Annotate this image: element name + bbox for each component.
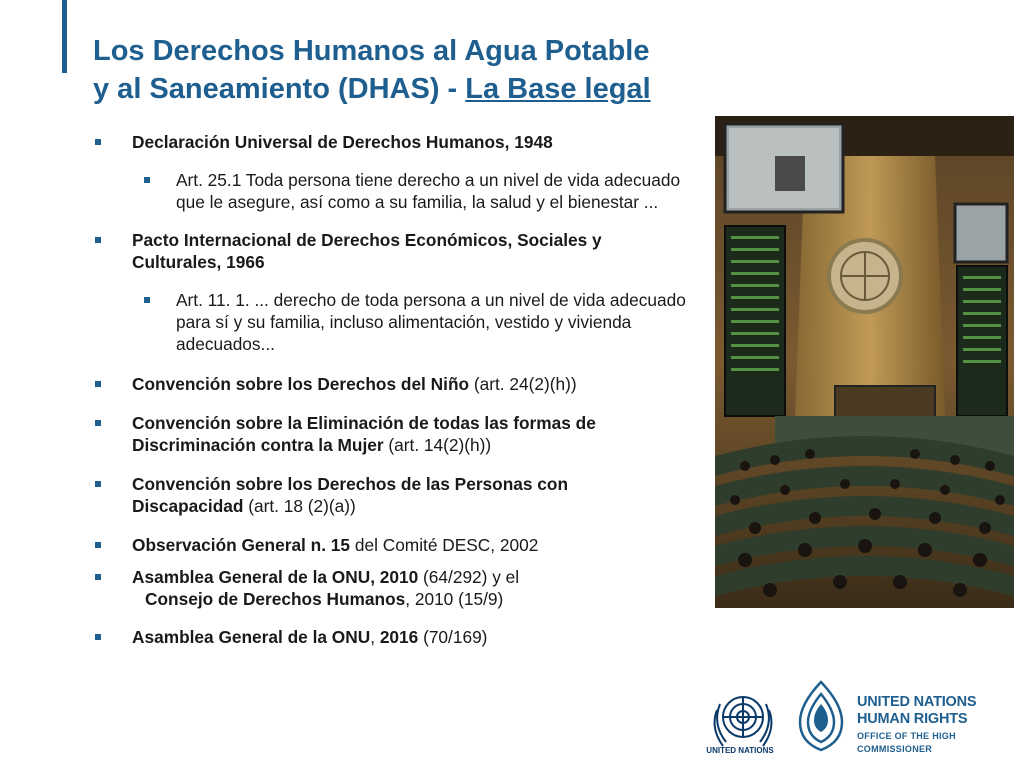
ohchr-line-2: HUMAN RIGHTS bbox=[857, 711, 968, 727]
art-11-text: Art. 11. 1. ... derecho de toda persona a un nivel de vida adecuado para sí y su familia, incluso alimentación, vestido y vivienda adecuados... bbox=[176, 290, 686, 354]
slide-title bbox=[93, 32, 773, 108]
list-item-ga-2016 bbox=[92, 626, 712, 648]
general-comment-ref: del Comité DESC, 2002 bbox=[350, 535, 539, 555]
ohchr-line-3: OFFICE OF THE HIGH COMMISSIONER bbox=[857, 731, 956, 754]
ohchr-line-1: UNITED NATIONS bbox=[857, 694, 977, 710]
list-item-icescr bbox=[92, 229, 692, 273]
hrc-title: Consejo de Derechos Humanos bbox=[145, 589, 406, 609]
udhr-title: Declaración Universal de Derechos Humanos, 1948 bbox=[132, 132, 553, 152]
ga-2016-title: Asamblea General de la ONU bbox=[132, 627, 371, 647]
title-line-2-prefix: y al Saneamiento (DHAS) - bbox=[93, 73, 466, 105]
list-item-ga-2010 bbox=[92, 566, 712, 610]
title-accent-bar bbox=[62, 0, 67, 73]
human-rights-flame-icon bbox=[792, 678, 850, 754]
hrc-ref: , 2010 (15/9) bbox=[405, 589, 504, 609]
sub-item-art-11 bbox=[136, 289, 706, 355]
footer-logos bbox=[700, 670, 1020, 760]
ga-2010-title: Asamblea General de la ONU, 2010 bbox=[132, 567, 419, 587]
title-line-2 bbox=[93, 70, 773, 108]
ga-2010-ref: (64/292) y el bbox=[418, 567, 520, 587]
list-item-crc bbox=[92, 373, 712, 395]
un-logo-label: UNITED NATIONS bbox=[706, 746, 774, 755]
ga-2016-sep: , bbox=[370, 627, 380, 647]
general-comment-title: Observación General n. 15 bbox=[132, 535, 351, 555]
crpd-title: Convención sobre los Derechos de las Personas con Discapacidad bbox=[132, 474, 569, 516]
list-item-udhr bbox=[92, 131, 712, 153]
icescr-title: Pacto Internacional de Derechos Económicos, Sociales y Culturales, 1966 bbox=[132, 230, 602, 272]
sub-item-art-25 bbox=[136, 169, 706, 213]
ga-2016-year: 2016 bbox=[379, 627, 419, 647]
ga-2016-ref: (70/169) bbox=[418, 627, 488, 647]
crc-title: Convención sobre los Derechos del Niño bbox=[132, 374, 470, 394]
art-25-text: Art. 25.1 Toda persona tiene derecho a un nivel de vida adecuado que le asegure, así como a su familia, la salud y el bienestar ... bbox=[176, 170, 681, 212]
title-link[interactable]: La Base legal bbox=[465, 73, 651, 105]
cedaw-title: Convención sobre la Eliminación de todas las formas de Discriminación contra la Mujer bbox=[132, 413, 596, 455]
list-item-cedaw bbox=[92, 412, 692, 456]
legal-basis-list bbox=[92, 131, 712, 648]
list-item-crpd bbox=[92, 473, 652, 517]
ohchr-wordmark bbox=[857, 694, 1020, 756]
cedaw-ref: (art. 14(2)(h)) bbox=[383, 435, 492, 455]
crc-ref: (art. 24(2)(h)) bbox=[469, 374, 577, 394]
crpd-ref: (art. 18 (2)(a)) bbox=[243, 496, 356, 516]
assembly-hall-illustration bbox=[715, 116, 1014, 608]
list-item-general-comment bbox=[92, 534, 712, 556]
un-general-assembly-photo bbox=[715, 116, 1014, 608]
title-line-1: Los Derechos Humanos al Agua Potable bbox=[93, 35, 650, 67]
